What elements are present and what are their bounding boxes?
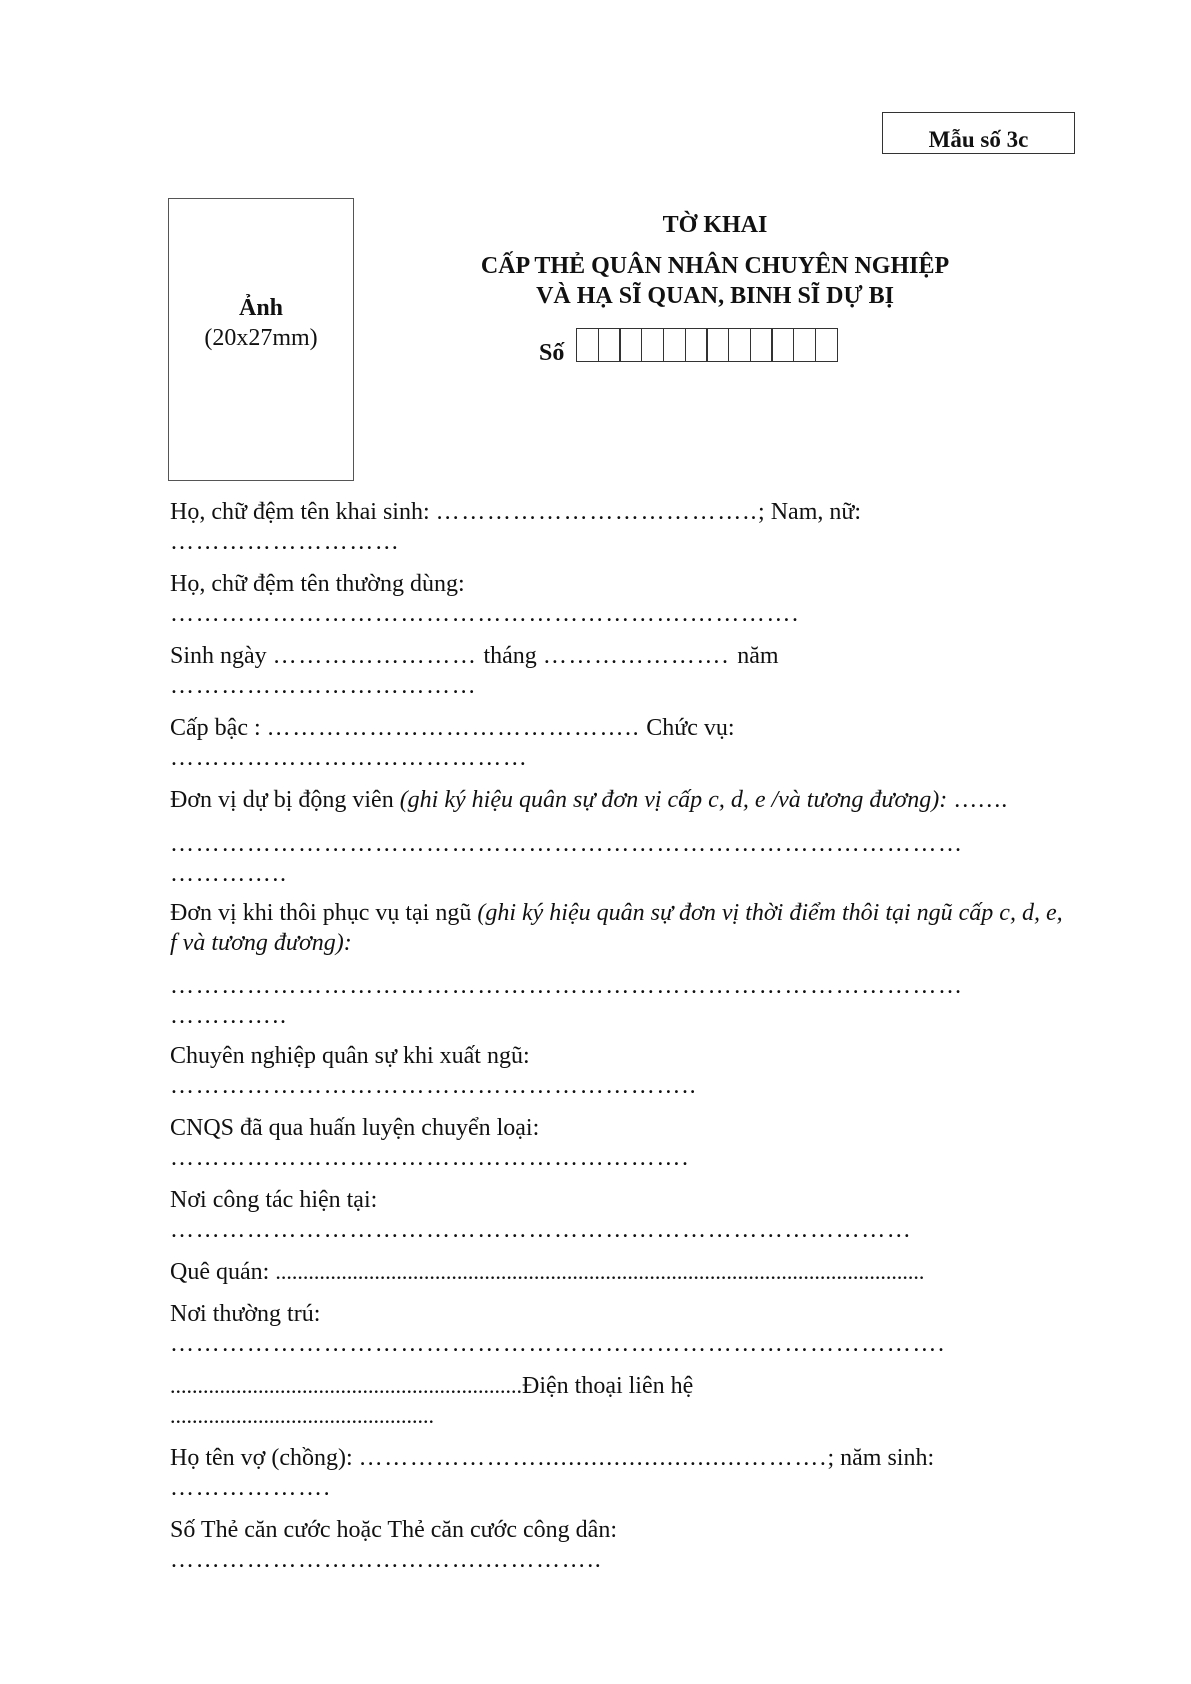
spouse-field[interactable] [170,1442,1090,1474]
residence-dots-2[interactable]: ................................................................ [170,1373,522,1398]
number-digit-box[interactable] [728,328,751,362]
spouse-birth-year-label: ; năm sinh: [827,1445,935,1471]
spouse-birth-year-dots[interactable]: ………………. [170,1475,332,1501]
military-specialty-dots[interactable]: …………………………………………………….. [170,1073,698,1099]
birth-month-dots[interactable]: …………………. [542,643,738,669]
birth-month-label: tháng [477,643,543,669]
rank-field[interactable] [170,712,1090,744]
reserve-unit-hint: (ghi ký hiệu quân sự đơn vị cấp c, d, e /và tương đương): [399,787,948,813]
discharge-unit-dots[interactable]: ………………………………………………………………………………… [170,973,964,999]
reserve-unit-label: Đơn vị dự bị động viên [170,787,400,813]
photo-placeholder [168,198,354,481]
birth-day-label: Sinh ngày [170,643,273,669]
form-title: TỜ KHAI [662,212,768,238]
number-label: Số [539,340,565,366]
spouse-birth-year-field[interactable] [170,1472,1090,1504]
birth-day-dots[interactable]: …………………… [272,643,478,669]
birth-year-label: năm [737,643,779,669]
id-card-label: Số Thẻ căn cước hoặc Thẻ căn cước công dân: [170,1517,617,1543]
phone-label: Điện thoại liên hệ [522,1373,694,1399]
discharge-unit-label-line [170,898,1075,958]
number-digit-box[interactable] [815,328,838,362]
cnqs-field[interactable] [170,1142,1090,1174]
reserve-unit-dots-2[interactable]: ………….. [170,861,288,887]
hometown-dots[interactable]: ...................................................................................................................... [275,1259,925,1284]
spouse-label: Họ tên vợ (chồng): [170,1445,359,1471]
form-subtitle-line2: VÀ HẠ SĨ QUAN, BINH SĨ DỰ BỊ [536,283,894,309]
number-digit-box[interactable] [706,328,729,362]
discharge-unit-hint: (ghi ký hiệu quân sự đơn vị thời điểm thôi tại ngũ cấp c, d, e, f và tương đương): [170,900,1063,956]
photo-size: (20x27mm) [204,325,318,351]
rank-dots[interactable]: …………………………………….. [266,715,641,741]
number-digit-box[interactable] [771,328,794,362]
common-name-dots[interactable]: …………………………………………………….…………. [170,601,800,627]
cnqs-dots[interactable]: ……………………………………………………. [170,1145,690,1171]
reserve-unit-dots[interactable]: ………………………………………………………………………………… [170,831,964,857]
cnqs-label: CNQS đã qua huấn luyện chuyển loại: [170,1115,540,1141]
form-code-box: Mẫu số 3c [882,112,1075,154]
reserve-unit-label-line [170,784,1090,816]
position-label: Chức vụ: [640,715,735,741]
common-name-field[interactable] [170,598,1090,630]
rank-label: Cấp bậc : [170,715,267,741]
number-digit-box[interactable] [598,328,621,362]
birth-name-field[interactable] [170,496,1090,528]
number-digit-box[interactable] [576,328,599,362]
position-dots[interactable]: …………………………………… [170,745,529,771]
birth-name-dots[interactable]: ……………………………….. [435,499,759,525]
birth-year-field[interactable] [170,670,1090,702]
hometown-field[interactable] [170,1256,1090,1288]
workplace-field[interactable] [170,1214,1090,1246]
number-digit-box[interactable] [641,328,664,362]
gender-label: ; Nam, nữ: [758,499,862,525]
reserve-unit-field-2[interactable] [170,858,1090,890]
form-subtitle-line1: CẤP THẺ QUÂN NHÂN CHUYÊN NGHIỆP [480,253,950,279]
number-digit-box[interactable] [793,328,816,362]
birth-date-field[interactable] [170,640,1090,672]
number-digit-box[interactable] [619,328,642,362]
common-name-label: Họ, chữ đệm tên thường dùng: [170,571,465,597]
number-digit-box[interactable] [750,328,773,362]
phone-dots[interactable]: ................................................ [170,1403,434,1428]
gender-dots[interactable]: ……………………… [170,529,401,555]
residence-field[interactable] [170,1328,1090,1360]
workplace-label: Nơi công tác hiện tại: [170,1187,378,1213]
discharge-unit-field-2[interactable] [170,1000,1090,1032]
discharge-unit-label: Đơn vị khi thôi phục vụ tại ngũ [170,900,478,926]
reserve-unit-field[interactable] [170,828,1090,860]
birth-name-label: Họ, chữ đệm tên khai sinh: [170,499,436,525]
id-card-field[interactable] [170,1544,1090,1576]
number-digit-box[interactable] [685,328,708,362]
residence-label: Nơi thường trú: [170,1301,321,1327]
photo-title: Ảnh [238,295,284,321]
phone-line[interactable] [170,1370,1090,1402]
birth-year-dots[interactable]: ……………………………… [170,673,478,699]
position-field[interactable] [170,742,1090,774]
reserve-unit-tail[interactable]: ……. [947,787,1008,813]
military-specialty-field[interactable] [170,1070,1090,1102]
discharge-unit-field[interactable] [170,970,1090,1002]
residence-dots[interactable]: ………………………………………………………………………………. [170,1331,946,1357]
number-boxes[interactable] [576,328,836,362]
gender-field[interactable] [170,526,1090,558]
military-specialty-label: Chuyên nghiệp quân sự khi xuất ngũ: [170,1043,530,1069]
workplace-dots[interactable]: …………………………………………………………………………… [170,1217,913,1243]
number-digit-box[interactable] [663,328,686,362]
phone-field[interactable] [170,1400,1090,1432]
spouse-dots[interactable]: …………………...........................………. [358,1445,828,1471]
discharge-unit-dots-2[interactable]: ………….. [170,1003,288,1029]
id-card-dots[interactable]: ……………………………….………….. [170,1547,603,1573]
hometown-label: Quê quán: [170,1259,276,1285]
